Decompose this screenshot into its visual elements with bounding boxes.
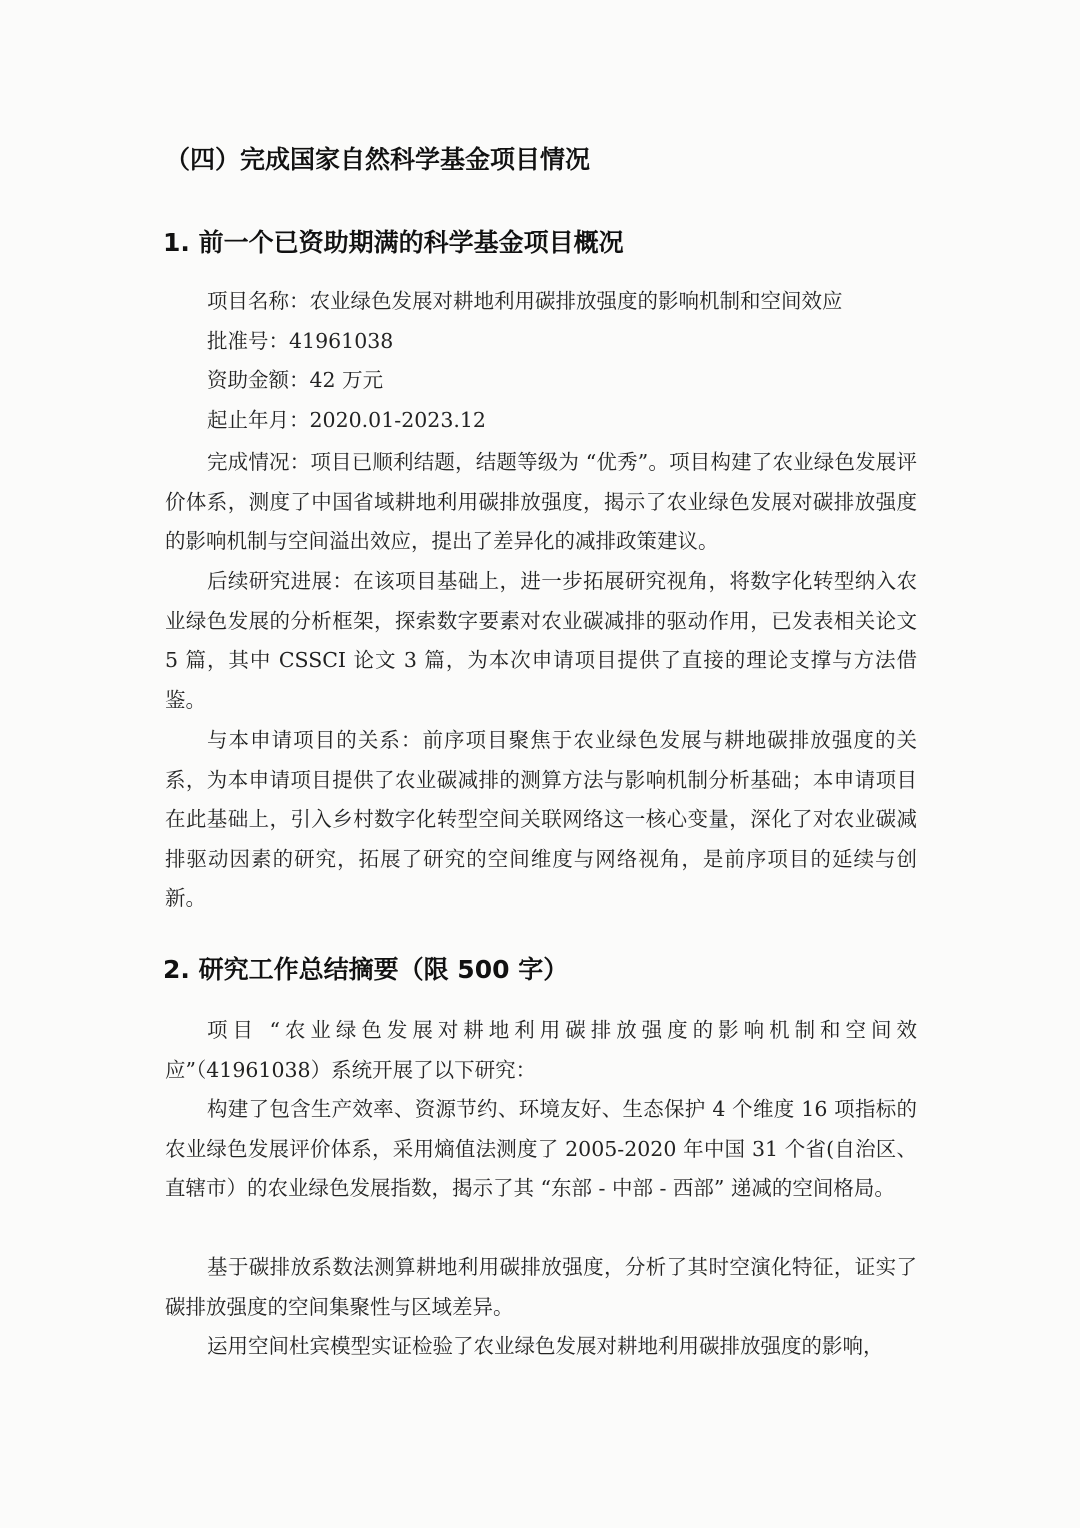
- project-name-line: 项目名称：农业绿色发展对耕地利用碳排放强度的影响机制和空间效应: [207, 289, 843, 313]
- relationship-paragraph: 与本申请项目的关系：前序项目聚焦于农业绿色发展与耕地碳排放强度的关系，为本申请项目提供了农业碳减排的测算方法与影响机制分析基础；本申请项目在此基础上，引入乡村数字化转型空间关联网络这一核心变量，深化了对农业碳减排驱动因素的研究，拓展了研究的空间维度与网络视角，是前序项目的延续与创新。: [165, 728, 917, 911]
- subsection-1-title: 1. 前一个已资助期满的科学基金项目概况: [163, 228, 624, 257]
- funding-line: 资助金额：42 万元: [207, 368, 384, 392]
- summary-intro-paragraph: 项目 “农业绿色发展对耕地利用碳排放强度的影响机制和空间效应”（41961038）系统开展了以下研究：: [165, 1018, 917, 1082]
- follow-up-paragraph: 后续研究进展：在该项目基础上，进一步拓展研究视角，将数字化转型纳入农业绿色发展的分析框架，探索数字要素对农业碳减排的驱动作用，已发表相关论文 5 篇，其中 CSSCI 论文 3 篇，为本次申请项目提供了直接的理论支撑与方法借鉴。: [165, 569, 917, 712]
- subsection-2-title: 2. 研究工作总结摘要（限 500 字）: [163, 955, 569, 984]
- summary-paragraph-1: 构建了包含生产效率、资源节约、环境友好、生态保护 4 个维度 16 项指标的农业绿色发展评价体系，采用熵值法测度了 2005-2020 年中国 31 个省(自治区、直辖市）的农业绿色发展指数，揭示了其 “东部 - 中部 - 西部” 递减的空间格局。: [165, 1097, 917, 1201]
- completion-paragraph: 完成情况：项目已顺利结题，结题等级为 “优秀”。项目构建了农业绿色发展评价体系，测度了中国省域耕地利用碳排放强度，揭示了农业绿色发展对碳排放强度的影响机制与空间溢出效应，提出了差异化的减排政策建议。: [165, 450, 917, 554]
- summary-paragraph-3: 运用空间杜宾模型实证检验了农业绿色发展对耕地利用碳排放强度的影响，: [207, 1334, 884, 1358]
- section-heading: （四）完成国家自然科学基金项目情况: [165, 145, 591, 174]
- summary-paragraph-2: 基于碳排放系数法测算耕地利用碳排放强度，分析了其时空演化特征，证实了碳排放强度的空间集聚性与区域差异。: [165, 1255, 917, 1319]
- period-line: 起止年月：2020.01-2023.12: [207, 408, 486, 432]
- grant-number-line: 批准号：41961038: [207, 329, 394, 353]
